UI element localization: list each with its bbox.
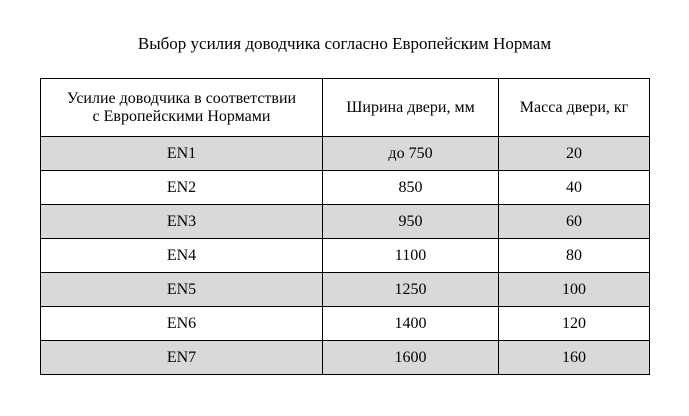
cell-force: EN6 (41, 307, 323, 341)
cell-mass: 100 (499, 273, 650, 307)
header-force-line-2: с Европейскими Нормами (92, 107, 271, 125)
table-row (41, 307, 650, 341)
cell-force: EN2 (41, 171, 323, 205)
table-row (41, 205, 650, 239)
cell-mass: 20 (499, 137, 650, 171)
cell-force: EN3 (41, 205, 323, 239)
cell-force: EN7 (41, 341, 323, 375)
cell-width: 1100 (323, 239, 499, 273)
cell-width: 1400 (323, 307, 499, 341)
cell-force: EN1 (41, 137, 323, 171)
cell-mass: 40 (499, 171, 650, 205)
cell-force: EN4 (41, 239, 323, 273)
table-row (41, 171, 650, 205)
cell-force: EN5 (41, 273, 323, 307)
cell-width: 1600 (323, 341, 499, 375)
en-force-table (40, 78, 650, 375)
header-force-line-1: Усилие доводчика в соответствии (66, 89, 297, 107)
cell-width: 850 (323, 171, 499, 205)
cell-mass: 160 (499, 341, 650, 375)
header-mass: Масса двери, кг (499, 79, 650, 137)
cell-mass: 60 (499, 205, 650, 239)
table-header-row (41, 79, 650, 137)
cell-width: 950 (323, 205, 499, 239)
table-row (41, 341, 650, 375)
page-title: Выбор усилия доводчика согласно Европейским Нормам (137, 34, 552, 53)
table-row (41, 137, 650, 171)
cell-width: до 750 (323, 137, 499, 171)
cell-mass: 80 (499, 239, 650, 273)
cell-width: 1250 (323, 273, 499, 307)
header-force (41, 79, 323, 137)
cell-mass: 120 (499, 307, 650, 341)
table-row (41, 239, 650, 273)
header-width: Ширина двери, мм (323, 79, 499, 137)
table-row (41, 273, 650, 307)
